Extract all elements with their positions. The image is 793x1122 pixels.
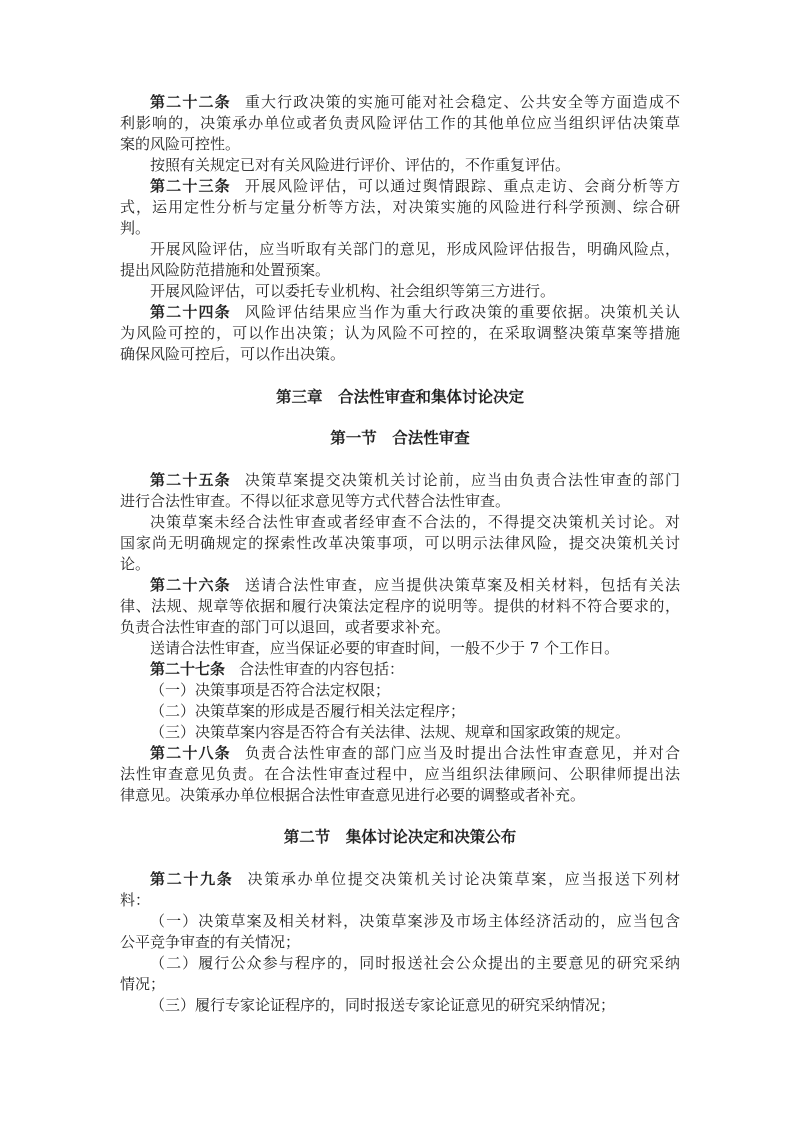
text-line (120, 134, 680, 155)
text-line (120, 92, 680, 113)
line-text: 按照有关规定已对有关风险进行评价、评估的，不作重复评估。 (150, 156, 571, 174)
line-text: 律意见。决策承办单位根据合法性审查意见进行必要的调整或者补充。 (120, 786, 586, 804)
article-number: 第二十六条 (150, 576, 231, 594)
line-text: 为风险可控的，可以作出决策；认为风险不可控的，在采取调整决策草案等措施 (120, 324, 680, 342)
text-line (120, 743, 680, 764)
text-line (120, 764, 680, 785)
article-paragraph (120, 743, 680, 806)
text-line (120, 491, 680, 512)
text-line (120, 113, 680, 134)
text-line (120, 974, 680, 995)
text-line (120, 596, 680, 617)
line-text: 料： (120, 891, 151, 909)
text-line (120, 176, 680, 197)
article-paragraph (120, 575, 680, 638)
text-line (120, 554, 680, 575)
section-heading: 第二节 集体讨论决定和决策公布 (283, 827, 517, 846)
line-text: 风险评估结果应当作为重大行政决策的重要依据。决策机关认 (244, 303, 680, 321)
text-line (120, 512, 680, 533)
article-number: 第二十四条 (150, 303, 231, 321)
line-text: （二）决策草案的形成是否履行相关法定程序； (150, 702, 466, 720)
text-line (120, 260, 680, 281)
line-text: 进行合法性审查。不得以征求意见等方式代替合法性审查。 (120, 492, 511, 510)
paragraph (120, 722, 680, 743)
text-line (120, 302, 680, 323)
chapter-heading: 第三章 合法性审查和集体讨论决定 (275, 387, 524, 406)
paragraph (120, 239, 680, 281)
article-paragraph (120, 659, 680, 680)
article-number: 第二十八条 (150, 744, 231, 762)
line-text: 确保风险可控后，可以作出决策。 (120, 345, 346, 363)
article-paragraph (120, 92, 680, 155)
line-text: 开展风险评估，应当听取有关部门的意见，形成风险评估报告，明确风险点， (150, 240, 680, 258)
line-text: 国家尚无明确规定的探索性改革决策事项，可以明示法律风险，提交决策机关讨 (120, 534, 680, 552)
line-text: 决策草案提交决策机关讨论前，应当由负责合法性审查的部门 (244, 471, 680, 489)
paragraph (120, 680, 680, 701)
text-line (120, 701, 680, 722)
text-line (120, 281, 680, 302)
section-heading: 第一节 合法性审查 (330, 428, 470, 447)
line-text: 负责合法性审查的部门应当及时提出合法性审查意见，并对合 (244, 744, 680, 762)
paragraph (120, 512, 680, 575)
line-text: （三）决策草案内容是否符合有关法律、法规、规章和国家政策的规定。 (150, 723, 631, 741)
text-line (120, 659, 680, 680)
line-text: 重大行政决策的实施可能对社会稳定、公共安全等方面造成不 (244, 93, 680, 111)
text-line (120, 680, 680, 701)
article-paragraph (120, 176, 680, 239)
text-line (120, 953, 680, 974)
line-text: 法性审查意见负责。在合法性审查过程中，应当组织法律顾问、公职律师提出法 (120, 765, 680, 783)
article-number: 第二十五条 (150, 471, 231, 489)
text-line (120, 785, 680, 806)
text-line (120, 890, 680, 911)
text-line (120, 995, 680, 1016)
line-text: （一）决策草案及相关材料，决策草案涉及市场主体经济活动的，应当包含 (150, 912, 680, 930)
article-paragraph (120, 302, 680, 365)
line-text: 利影响的，决策承办单位或者负责风险评估工作的其他单位应当组织评估决策草 (120, 114, 680, 132)
line-text: 送请合法性审查，应当提供决策草案及相关材料，包括有关法 (244, 576, 680, 594)
text-line (120, 218, 680, 239)
line-text: 开展风险评估，可以通过舆情跟踪、重点走访、会商分析等方 (244, 177, 680, 195)
line-text: 判。 (120, 219, 151, 237)
text-line (120, 197, 680, 218)
text-line (120, 638, 680, 659)
article-paragraph (120, 869, 680, 911)
paragraph (120, 953, 680, 995)
line-text: 情况； (120, 975, 166, 993)
line-text: 式，运用定性分析与定量分析等方法，对决策实施的风险进行科学预测、综合研 (120, 198, 680, 216)
paragraph (120, 911, 680, 953)
paragraph (120, 701, 680, 722)
text-line (120, 617, 680, 638)
line-text: 合法性审查的内容包括： (239, 660, 405, 678)
line-text: 提出风险防范措施和处置预案。 (120, 261, 331, 279)
text-line (120, 575, 680, 596)
text-line (120, 533, 680, 554)
text-line (120, 344, 680, 365)
article-number: 第二十七条 (150, 660, 226, 678)
line-text: 决策承办单位提交决策机关讨论决策草案，应当报送下列材 (247, 870, 680, 888)
text-line (120, 869, 680, 890)
line-text: 律、法规、规章等依据和履行决策法定程序的说明等。提供的材料不符合要求的， (120, 597, 680, 615)
article-paragraph (120, 470, 680, 512)
text-line (120, 155, 680, 176)
line-text: 开展风险评估，可以委托专业机构、社会组织等第三方进行。 (150, 282, 556, 300)
text-line (120, 239, 680, 260)
article-number: 第二十二条 (150, 93, 231, 111)
line-text: 送请合法性审查，应当保证必要的审查时间，一般不少于 7 个工作日。 (150, 639, 620, 657)
line-text: 负责合法性审查的部门可以退回，或者要求补充。 (120, 618, 451, 636)
text-line (120, 911, 680, 932)
line-text: 论。 (120, 555, 151, 573)
line-text: （三）履行专家论证程序的，同时报送专家论证意见的研究采纳情况； (150, 996, 616, 1014)
line-text: 案的风险可控性。 (120, 135, 241, 153)
text-line (120, 323, 680, 344)
line-text: 决策草案未经合法性审查或者经审查不合法的，不得提交决策机关讨论。对 (150, 513, 680, 531)
line-text: （二）履行公众参与程序的，同时报送社会公众提出的主要意见的研究采纳 (150, 954, 680, 972)
text-line (120, 932, 680, 953)
document-page (120, 92, 680, 1016)
paragraph (120, 995, 680, 1016)
article-number: 第二十九条 (150, 870, 234, 888)
text-line (120, 470, 680, 491)
text-line (120, 722, 680, 743)
line-text: （一）决策事项是否符合法定权限； (150, 681, 391, 699)
paragraph (120, 155, 680, 176)
article-number: 第二十三条 (150, 177, 231, 195)
line-text: 公平竞争审查的有关情况； (120, 933, 301, 951)
paragraph (120, 638, 680, 659)
paragraph (120, 281, 680, 302)
